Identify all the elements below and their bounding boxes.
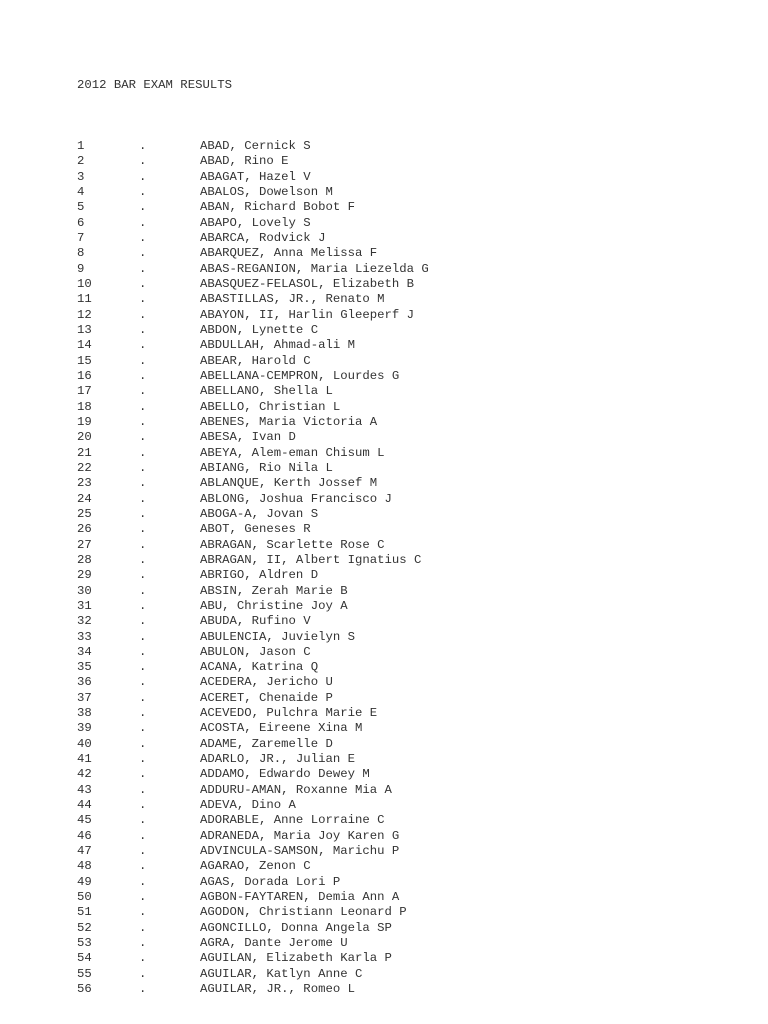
entry-name: ABULON, Jason C [200,644,311,659]
entry-separator: . [139,905,147,920]
entry-number: 2 [77,154,85,169]
entry-separator: . [139,537,147,552]
entry-number: 44 [77,798,92,813]
entry-name: AGBON-FAYTAREN, Demia Ann A [200,890,400,905]
entry-name: ABARCA, Rodvick J [200,230,326,245]
entry-separator: . [139,721,147,736]
entry-separator: . [139,951,147,966]
entry-number: 37 [77,690,92,705]
entry-name: ABOGA-A, Jovan S [200,506,319,521]
entry-separator: . [139,675,147,690]
entry-name: ABAYON, II, Harlin Gleeperf J [200,307,415,322]
entry-name: ABELLANO, Shella L [200,384,333,399]
entry-separator: . [139,782,147,797]
entry-number: 53 [77,936,92,951]
entry-separator: . [139,798,147,813]
entry-name: ADORABLE, Anne Lorraine C [200,813,385,828]
entry-separator: . [139,460,147,475]
entry-separator: . [139,660,147,675]
entry-separator: . [139,706,147,721]
entry-name: ABAD, Cernick S [200,139,311,153]
entry-name: ADAME, Zaremelle D [200,736,333,751]
entry-separator: . [139,629,147,644]
entry-separator: . [139,614,147,629]
entry-separator: . [139,690,147,705]
entry-separator: . [139,230,147,245]
entry-separator: . [139,399,147,414]
entry-name: ABALOS, Dowelson M [200,184,333,199]
entry-number: 7 [77,230,85,245]
entry-number: 43 [77,782,92,797]
entry-number: 49 [77,874,92,889]
entry-number: 33 [77,629,92,644]
entry-separator: . [139,844,147,859]
entry-number: 14 [77,338,92,353]
entry-number: 38 [77,706,92,721]
entry-number: 8 [77,246,85,261]
entry-number: 5 [77,200,85,215]
entry-separator: . [139,644,147,659]
entry-separator: . [139,445,147,460]
entry-number: 27 [77,537,92,552]
entry-name: ACANA, Katrina Q [200,660,319,675]
entry-name: ABENES, Maria Victoria A [200,414,378,429]
entry-separator: . [139,491,147,506]
entry-number: 23 [77,476,92,491]
entry-number: 9 [77,261,85,276]
entry-separator: . [139,307,147,322]
entry-number: 1 [77,139,85,153]
entry-name: ABAD, Rino E [200,154,289,169]
entry-name: ABELLANA-CEMPRON, Lourdes G [200,368,400,383]
entry-name: ADEVA, Dino A [200,798,296,813]
entry-separator: . [139,920,147,935]
entry-name: ABEAR, Harold C [200,353,311,368]
entry-name: ABASQUEZ-FELASOL, Elizabeth B [200,276,415,291]
entry-name: ABAPO, Lovely S [200,215,311,230]
entry-number: 18 [77,399,92,414]
entry-separator: . [139,736,147,751]
entry-name: ADRANEDA, Maria Joy Karen G [200,828,400,843]
entry-separator: . [139,384,147,399]
entry-separator: . [139,246,147,261]
entry-number: 45 [77,813,92,828]
entry-name: ABSIN, Zerah Marie B [200,583,348,598]
entry-number: 13 [77,322,92,337]
entry-name: ABOT, Geneses R [200,522,311,537]
entry-name: ABU, Christine Joy A [200,598,348,613]
entry-number: 3 [77,169,85,184]
entry-separator: . [139,828,147,843]
entry-name: ABEYA, Alem-eman Chisum L [200,445,385,460]
entry-number: 19 [77,414,92,429]
entry-separator: . [139,261,147,276]
entry-number: 24 [77,491,92,506]
entry-number: 48 [77,859,92,874]
entry-number: 12 [77,307,92,322]
entry-name: ABDULLAH, Ahmad-ali M [200,338,355,353]
entry-name: ADARLO, JR., Julian E [200,752,355,767]
entry-name: AGONCILLO, Donna Angela SP [200,920,392,935]
entry-separator: . [139,552,147,567]
entry-separator: . [139,292,147,307]
entry-name: AGUILAR, Katlyn Anne C [200,966,363,981]
entry-name: ABLANQUE, Kerth Jossef M [200,476,378,491]
document-title: 2012 BAR EXAM RESULTS [77,78,232,92]
entry-number: 4 [77,184,85,199]
entry-name: ABESA, Ivan D [200,430,296,445]
entry-name: ABULENCIA, Juvielyn S [200,629,355,644]
entry-separator: . [139,522,147,537]
entry-separator: . [139,936,147,951]
entry-name: ABELLO, Christian L [200,399,341,414]
entry-name: ABAGAT, Hazel V [200,169,311,184]
entry-separator: . [139,598,147,613]
entry-number: 47 [77,844,92,859]
entry-number: 42 [77,767,92,782]
entry-number: 30 [77,583,92,598]
entry-number: 40 [77,736,92,751]
entry-number: 36 [77,675,92,690]
entry-number: 10 [77,276,92,291]
entry-number: 22 [77,460,92,475]
entry-number: 21 [77,445,92,460]
entry-number: 41 [77,752,92,767]
entry-separator: . [139,859,147,874]
entry-number: 25 [77,506,92,521]
entry-number: 55 [77,966,92,981]
entry-number: 35 [77,660,92,675]
entry-number: 26 [77,522,92,537]
entry-name: ABDON, Lynette C [200,322,319,337]
entry-name: AGAS, Dorada Lori P [200,874,341,889]
entry-number: 34 [77,644,92,659]
entry-name: ABRAGAN, II, Albert Ignatius C [200,552,422,567]
entry-name: ADDURU-AMAN, Roxanne Mia A [200,782,392,797]
entry-name: ADVINCULA-SAMSON, Marichu P [200,844,400,859]
entry-separator: . [139,139,147,153]
entry-number: 6 [77,215,85,230]
entry-name: ABLONG, Joshua Francisco J [200,491,392,506]
entry-separator: . [139,169,147,184]
entry-number: 50 [77,890,92,905]
entry-name: AGARAO, Zenon C [200,859,311,874]
entry-number: 20 [77,430,92,445]
entry-name: AGODON, Christiann Leonard P [200,905,407,920]
entry-name: ABASTILLAS, JR., Renato M [200,292,385,307]
entry-number: 51 [77,905,92,920]
entry-number: 16 [77,368,92,383]
entry-name: ABUDA, Rufino V [200,614,311,629]
entry-separator: . [139,752,147,767]
entry-number: 11 [77,292,92,307]
entry-separator: . [139,506,147,521]
entry-separator: . [139,368,147,383]
entry-number: 17 [77,384,92,399]
entry-separator: . [139,154,147,169]
entry-number: 31 [77,598,92,613]
entry-name: ADDAMO, Edwardo Dewey M [200,767,370,782]
entry-separator: . [139,767,147,782]
entry-name: ABARQUEZ, Anna Melissa F [200,246,378,261]
entry-name: AGRA, Dante Jerome U [200,936,348,951]
entry-separator: . [139,200,147,215]
entry-number: 39 [77,721,92,736]
entry-name: ABRAGAN, Scarlette Rose C [200,537,385,552]
entry-number: 46 [77,828,92,843]
entry-separator: . [139,184,147,199]
entry-separator: . [139,966,147,981]
entry-separator: . [139,322,147,337]
entry-number: 32 [77,614,92,629]
entry-name: ABIANG, Rio Nila L [200,460,333,475]
entry-name: ABAS-REGANION, Maria Liezelda G [200,261,429,276]
entry-separator: . [139,430,147,445]
entry-name: AGUILAR, JR., Romeo L [200,982,355,997]
entry-separator: . [139,874,147,889]
entry-separator: . [139,982,147,997]
entry-number: 56 [77,982,92,997]
entry-number: 28 [77,552,92,567]
entry-separator: . [139,583,147,598]
entry-separator: . [139,338,147,353]
entry-separator: . [139,890,147,905]
entry-name: ABAN, Richard Bobot F [200,200,355,215]
entry-name: ACEVEDO, Pulchra Marie E [200,706,378,721]
entry-name: ACOSTA, Eireene Xina M [200,721,363,736]
entry-separator: . [139,353,147,368]
entry-separator: . [139,813,147,828]
entry-number: 15 [77,353,92,368]
entry-separator: . [139,568,147,583]
entry-separator: . [139,215,147,230]
entry-separator: . [139,476,147,491]
entry-number: 54 [77,951,92,966]
entry-number: 29 [77,568,92,583]
entry-name: ACEDERA, Jericho U [200,675,333,690]
entry-name: AGUILAN, Elizabeth Karla P [200,951,392,966]
entry-name: ACERET, Chenaide P [200,690,333,705]
entry-name: ABRIGO, Aldren D [200,568,319,583]
entry-separator: . [139,276,147,291]
entry-separator: . [139,414,147,429]
entry-number: 52 [77,920,92,935]
